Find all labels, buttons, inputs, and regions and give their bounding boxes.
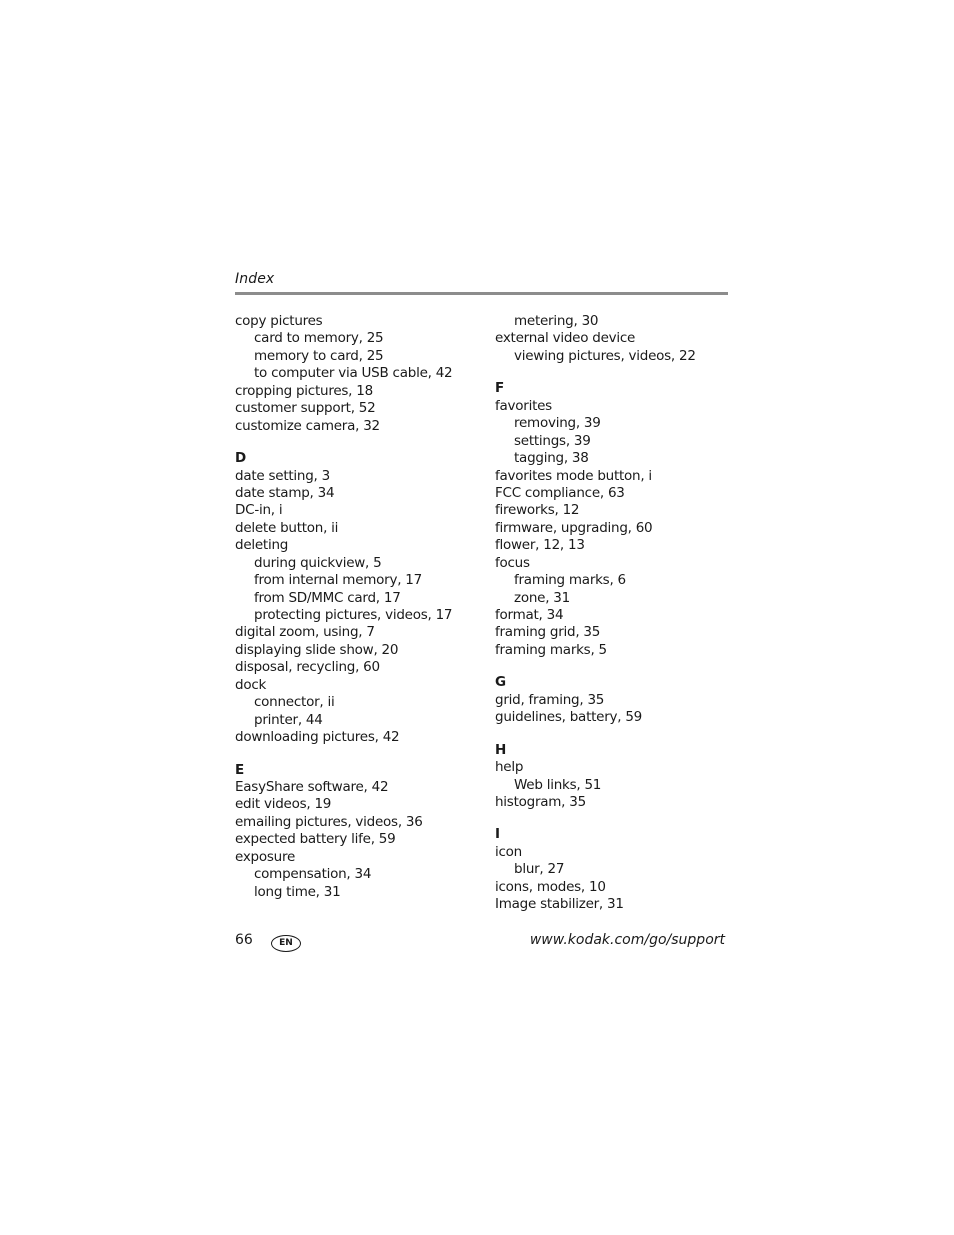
index-subentry: compensation, 34 xyxy=(254,866,372,883)
index-subentry: protecting pictures, videos, 17 xyxy=(254,607,453,623)
index-entry: framing marks, 5 xyxy=(495,641,607,658)
index-subentry: Web links, 51 xyxy=(514,776,602,793)
index-section-letter: I xyxy=(495,826,500,843)
index-section-letter: G xyxy=(495,674,506,691)
index-entry: DC-in, i xyxy=(235,502,283,519)
index-entry: external video device xyxy=(495,330,636,347)
index-subentry: removing, 39 xyxy=(514,415,601,432)
index-entry: icons, modes, 10 xyxy=(495,878,606,895)
index-subentry: from SD/MMC card, 17 xyxy=(254,589,401,606)
index-entry: downloading pictures, 42 xyxy=(235,729,400,746)
index-subentry: from internal memory, 17 xyxy=(254,572,422,589)
index-entry: fireworks, 12 xyxy=(495,502,580,519)
index-subentry: tagging, 38 xyxy=(514,450,589,467)
index-subentry: to computer via USB cable, 42 xyxy=(254,365,453,382)
index-section-letter: H xyxy=(495,741,507,758)
index-entry: dock xyxy=(235,676,267,693)
index-entry: cropping pictures, 18 xyxy=(235,382,373,399)
index-subentry: long time, 31 xyxy=(254,883,341,900)
index-entry: customer support, 52 xyxy=(235,400,376,417)
index-entry: date setting, 3 xyxy=(235,467,330,484)
index-subentry: connector, ii xyxy=(254,694,335,711)
index-entry: favorites mode button, i xyxy=(495,467,652,484)
index-entry: edit videos, 19 xyxy=(235,796,332,813)
index-entry: framing grid, 35 xyxy=(495,624,601,641)
page-number: 66 xyxy=(235,932,253,948)
index-subentry: viewing pictures, videos, 22 xyxy=(514,347,696,364)
index-entry: favorites xyxy=(495,397,552,414)
index-entry: flower, 12, 13 xyxy=(495,537,585,554)
index-entry: histogram, 35 xyxy=(495,793,586,810)
index-entry: format, 34 xyxy=(495,607,564,623)
index-subentry: memory to card, 25 xyxy=(254,347,384,364)
index-entry: help xyxy=(495,759,524,776)
index-subentry: zone, 31 xyxy=(514,589,570,606)
index-entry: FCC compliance, 63 xyxy=(495,484,625,501)
index-entry: expected battery life, 59 xyxy=(235,831,396,848)
index-subentry: settings, 39 xyxy=(514,432,591,449)
index-entry: EasyShare software, 42 xyxy=(235,778,389,795)
index-subentry: metering, 30 xyxy=(514,313,599,329)
index-entry: emailing pictures, videos, 36 xyxy=(235,813,423,830)
index-column-right xyxy=(495,313,696,914)
support-url[interactable]: www.kodak.com/go/support xyxy=(529,932,725,948)
index-subentry: card to memory, 25 xyxy=(254,330,384,347)
language-badge: EN xyxy=(271,935,301,952)
index-entry: delete button, ii xyxy=(235,519,339,536)
index-subentry: framing marks, 6 xyxy=(514,572,626,589)
index-subentry: blur, 27 xyxy=(514,861,565,878)
index-entry: disposal, recycling, 60 xyxy=(235,659,380,676)
index-entry: copy pictures xyxy=(235,313,323,329)
index-entry: customize camera, 32 xyxy=(235,417,380,434)
header-divider xyxy=(235,292,728,295)
index-entry: digital zoom, using, 7 xyxy=(235,624,375,641)
index-subentry: during quickview, 5 xyxy=(254,554,382,571)
index-section-letter: F xyxy=(495,380,504,397)
index-entry: exposure xyxy=(235,848,296,865)
index-entry: Image stabilizer, 31 xyxy=(495,896,624,913)
index-entry: guidelines, battery, 59 xyxy=(495,709,643,726)
index-section-letter: D xyxy=(235,450,246,467)
index-subentry: printer, 44 xyxy=(254,711,323,728)
index-entry: grid, framing, 35 xyxy=(495,691,605,708)
page-header-title: Index xyxy=(235,271,275,287)
index-column-left xyxy=(235,313,452,901)
index-entry: date stamp, 34 xyxy=(235,484,335,501)
index-entry: firmware, upgrading, 60 xyxy=(495,519,653,536)
index-entry: icon xyxy=(495,843,522,860)
index-entry: displaying slide show, 20 xyxy=(235,641,399,658)
index-section-letter: E xyxy=(235,761,244,778)
index-entry: deleting xyxy=(235,537,289,554)
index-entry: focus xyxy=(495,554,530,571)
